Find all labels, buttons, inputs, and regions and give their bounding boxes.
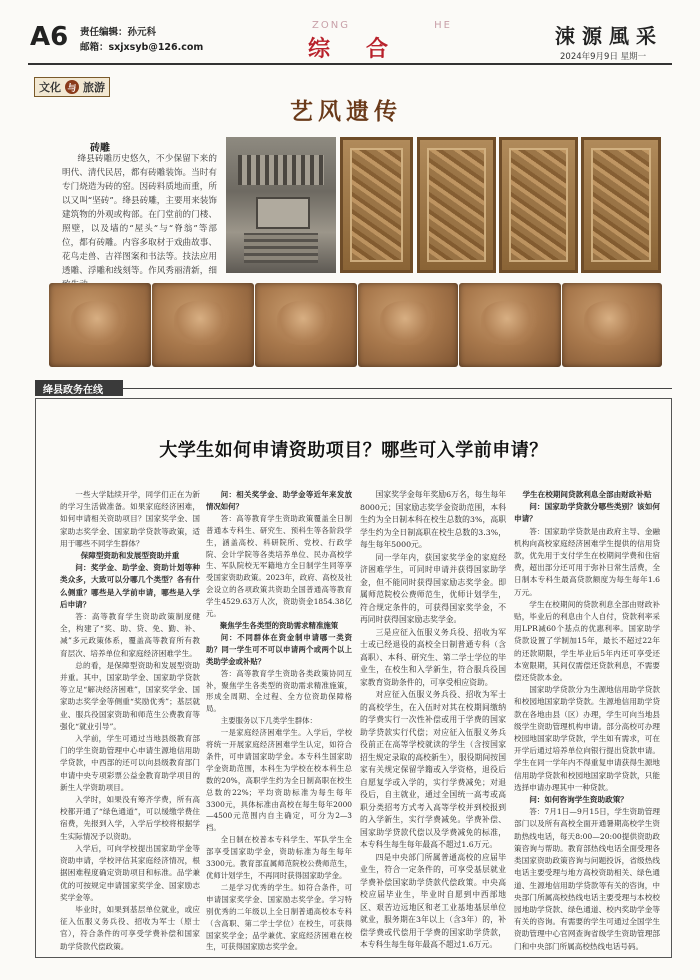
article-paragraph: 入学后，可向学校提出国家助学金等资助申请，学校评估其家庭经济情况，根据困难程度确定资助项目和标准。品学兼优的可按规定申请国家奖学金、国家励志奖学金等。 [60, 843, 200, 902]
column-badge-culture: 文化 [39, 81, 61, 94]
article-paragraph: 一些大学陆续开学，同学们正在为新的学习生活做准备。如果家庭经济困难，如何申请相关资助项目？国家奖学金、国家助志奖学金、国家助学贷款等政策，适用于哪些不同学生群体？ [60, 490, 200, 548]
article-question: 问：相关奖学金、助学金等近年来发放情况如何？ [206, 490, 352, 511]
carved-panel-photo-1 [340, 137, 413, 273]
article-paragraph: 入学时，如果没有筹齐学费，所有高校都开通了“绿色通道”，可以缓缴学费住宿费，先报到入学，入学后学校将根据学生实际情况予以资助。 [60, 795, 200, 841]
article-headline: 大学生如何申请资助项目？哪些可入学前申请？ [159, 440, 548, 461]
editor-email: 邮箱：sxjxsyb@126.com [80, 42, 204, 53]
article-paragraph: 答：国家助学贷款是由政府主导、金融机构向高校家庭经济困难学生提供的信用贷款，优先用于支付学生在校期间学费和住宿费，超出部分还可用于弥补日常生活费，全日制本专科生最高贷款额度为每生每年1.6万元。 [514, 526, 660, 597]
article-question: 问：如何咨询学生资助政策？ [529, 795, 628, 805]
article-paragraph: 全日制在校普本专科学生、军队学生全部享受国家助学金，资助标准为每生每年3300元。教育部直属师范院校公费师范生，优师计划学生，不再同时获得国家助学金。 [206, 835, 352, 880]
editor-credit: 责任编辑：孙元科 [80, 27, 157, 38]
article-paragraph: 一是家庭经济困难学生。入学后，学校将统一开展家庭经济困难学生认定，如符合条件，可申请国家助学金。本专科生国家助学金资助范围，本科生为学校在校本科生总数的20%，高职学生约为全日制高职在校生总数的22%；平均资助标准为每生每年3300元，具体标准由高校在每生每年2000—4500元范围内自主确定，可分为2—3档。 [206, 728, 352, 833]
article-question: 问：不同群体在资金制申请哪一类资助？同一学生可不可以申请两个或两个以上类助学金或补贴？ [206, 632, 352, 666]
article-subheading: 保障型资助和发展型资助并重 [80, 551, 180, 561]
article-column-2 [206, 489, 352, 953]
article-subheading: 聚焦学生各类型的资助需求精准施策 [219, 620, 339, 630]
section-latin-2: HE [434, 20, 452, 31]
article-column-3 [360, 489, 506, 952]
brick-tile-photo-6 [562, 283, 662, 367]
carved-panel-photo-2 [417, 137, 496, 273]
article-paragraph: 学生在校期间的贷款利息全部由财政补贴，毕业后的利息由个人自付，贷款利率采用LPR减60个基点的优惠利率。国家助学贷款设置了学制加15年，最长不超过22年的还款期限，学生毕业后5年内还可享受还本宽限期，其间仅需偿还贷款利息，不需要偿还贷款本金。 [514, 599, 660, 683]
masthead-logo: 涑源風采 [555, 24, 663, 48]
section-latin [312, 20, 452, 31]
column-badge-and: 与 [65, 80, 79, 94]
brick-description: 绛县砖雕历史悠久，不少保留下来的明代、清代民居，都有砖雕装饰。当时有专门烧造为砖的窑。因砖料质地而重，所以又叫“坚砖”。绛县砖雕，主要用来装饰建筑物的外观或构部。在门堂前的门楼、照壁，以及墙的“屋头”与“脊翁”等部位，都有砖雕。内容多取材于戏曲故事、花鸟走兽、吉祥图案和书法等。技法应用透雕、浮雕和线刻等。作风秀丽清新，细 [62, 154, 217, 276]
issue-date: 2024年9月9日 星期一 [560, 52, 647, 62]
column-badge-tourism: 旅游 [83, 81, 105, 94]
page-number: A6 [30, 22, 69, 52]
article-paragraph: 国家奖学金每年奖励6万名，每生每年8000元；国家励志奖学金资助范围，本科生约为全日制本科在校生总数的3%，高职学生约为全日制高职在校生总数的3.3%，每生每年5000元。 [360, 490, 506, 549]
brick-tile-photo-4 [358, 283, 458, 367]
article-paragraph: 四是中央部门所属普通高校的应届毕业生，符合一定条件的，可享受基层就业学费补偿国家助学贷款代偿政策。中央高校应届毕业生，毕业时自愿到中西部地区、艰苦边远地区和老工业基地基层单位就业，服务期在3年以上（含3年）的，补偿学费或代偿用于学费的国家助学贷款，本专科生每生每年最高不超过1.6万元。 [360, 852, 506, 949]
article-paragraph: 总的看，是保障型资助和发展型资助并重。其中，国家助学金、国家助学贷款等立足“解决经济困难”，国家奖学金、国家助志奖学金等侧重“奖励优秀”；基层就业、服兵役国家资助和师范生公费教育等强化“就业引导”。 [60, 660, 200, 731]
news-section-tag: 绛县政务在线 [35, 380, 123, 396]
article-paragraph: 同一学年内，获国家奖学金的家庭经济困难学生，可同时申请并获得国家助学金，但不能同时获得国家励志奖学金。即属师范院校公费师范生，优师计划学生，符合规定条件的，可获得国家奖学金，不再同时获得国家励志奖学金。 [360, 552, 506, 624]
brick-tile-photo-2 [152, 283, 254, 367]
article-paragraph: 三是应征入伍服义务兵役、招收为军士或已经退役的高校全日制普通专科（含高职）、本科、研究生、第二学士学位的毕业生，在校生和入学新生，符合服兵役国家教育资助条件的，可享受相应资助。 [360, 627, 506, 687]
section-title: 综合 [308, 36, 425, 62]
brick-heading: 砖雕 [90, 143, 110, 154]
gate-brick-carving-photo [226, 137, 336, 273]
article-question: 问：奖学金、助学金、资助计划等种类众多，大致可以分哪几个类型？各有什么侧重？哪些是入学前申请，哪些是入学后申请？ [60, 563, 200, 609]
carved-panel-photo-3 [499, 137, 578, 273]
article-paragraph: 国家助学贷款分为生源地信用助学贷款和校园地国家助学贷款。生源地信用助学贷款在各地由县（区）办理，学生可向当地县级学生资助管理机构申请。部分高校可办理校园地国家助学贷款，学生如有需求，可在开学后通过培养单位向银行提出贷款申请。学生在同一学年内不得重复申请获得生源地信用助学贷款和校园地国家助学贷款，只能选择申请办理其中一种贷款。 [514, 685, 660, 792]
article-paragraph: 入学前，学生可通过当地县级教育部门的学生资助管理中心申请生源地信用助学贷款，中西部的还可以向县级教育部门申请中央专项彩票公益金教育助学项目的新生人学资助项目。 [60, 734, 200, 792]
article-paragraph: 答：高等教育学生资助政策覆盖全日制普通本专科生、研究生、预科生等各阶段学生，涵盖高校、科研院所、党校、行政学院、会计学院等各类培养单位、民办高校学生、军队院校无军籍地方全日制学生同等享受国家资助政策。2023年，政府、高校及社会设立的各项政策共资助全国普通高等教育学生4529.63万人次，资助资金1854.38亿元。 [206, 513, 352, 619]
article-paragraph: 答：高等教育学生资助各类政策协同互补，聚焦学生各类型的资助需求精准施策，形成全周期、全过程、全方位资助保障格局。 [206, 668, 352, 714]
article-paragraph: 二是学习优秀的学生。如符合条件，可申请国家奖学金、国家励志奖学金。学习特别优秀的二年级以上全日制普通高校本专科（含高职、第二学士学位）在校生，可获得国家奖学金；品学兼优、家庭经济困难在校生，可获得国家励志奖学金。 [206, 882, 352, 952]
news-section-rule [123, 388, 672, 389]
article-column-4 [514, 489, 660, 953]
article-paragraph: 主要服务以下几类学生群体： [220, 716, 317, 726]
brick-tile-photo-5 [459, 283, 561, 367]
article-paragraph: 答：7月1日—9月15日，学生资助管理部门以及所有高校全面开通暑期高校学生资助热线电话，每天8:00—20:00提供资助政策咨询与帮助。教育部热线电话全面受理各类国家资助政策咨询与问题投诉，省级热线电话主要受理与地方高校资助相关、绿色通道、生源地信用助学贷款等有关的咨询，中央部门所属高校热线电话主要受理与本校校园地助学贷款、绿色通道、校内奖助学金等有关的咨询。有需要的学生可通过全国学生资助管理中心官网查询省级学生资助管理部门和中央部门所属高校热线电话号码。 [514, 807, 660, 951]
article-paragraph: 答：高等教育学生资助政策制度健全，构建了“奖、助、贷、免、勤、补、减”多元政策体系，覆盖高等教育所有教育层次、培养单位和家庭经济困难学生。 [60, 612, 200, 658]
article-subheading: 学生在校期间贷款利息全部由财政补贴 [522, 490, 652, 499]
column-badge [34, 77, 110, 97]
feature-title: 艺风遗传 [290, 98, 402, 125]
brick-tile-photo-3 [255, 283, 357, 367]
article-column-1 [60, 489, 200, 953]
section-latin-1: ZONG [312, 20, 350, 31]
article-question: 问：国家助学贷款分哪些类别？该如何申请？ [514, 502, 660, 524]
article-paragraph: 对应征入伍服义务兵役、招收为军士的高校学生，在入伍时对其在校期间缴纳的学费实行一次性补偿或用于学费的国家助学贷款实行代偿；对应征入伍服义务兵役前正在高等学校就读的学生（含按国家招生规定录取的高校新生），服役期间按国家有关规定保留学籍或入学资格，退役后自愿复学或入学的，实行学费减免；对退役后，自主就业，通过全国统一高考或高职分类招考方式考入高等学校并到校报到的入学新生，实行学费减免。学费补偿、国家助学贷款代偿以及学费减免的标准，本专科生每生每年最高不超过1.6万元。 [360, 690, 506, 849]
header-divider [28, 63, 672, 65]
article-paragraph: 毕业时，如果到基层单位就业，或应征入伍服义务兵役、招收为军士（原士官），符合条件的可享受学费补偿和国家助学贷款代偿政策。 [60, 904, 200, 951]
carved-panel-photo-4 [581, 137, 661, 273]
brick-tile-photo-1 [49, 283, 151, 367]
